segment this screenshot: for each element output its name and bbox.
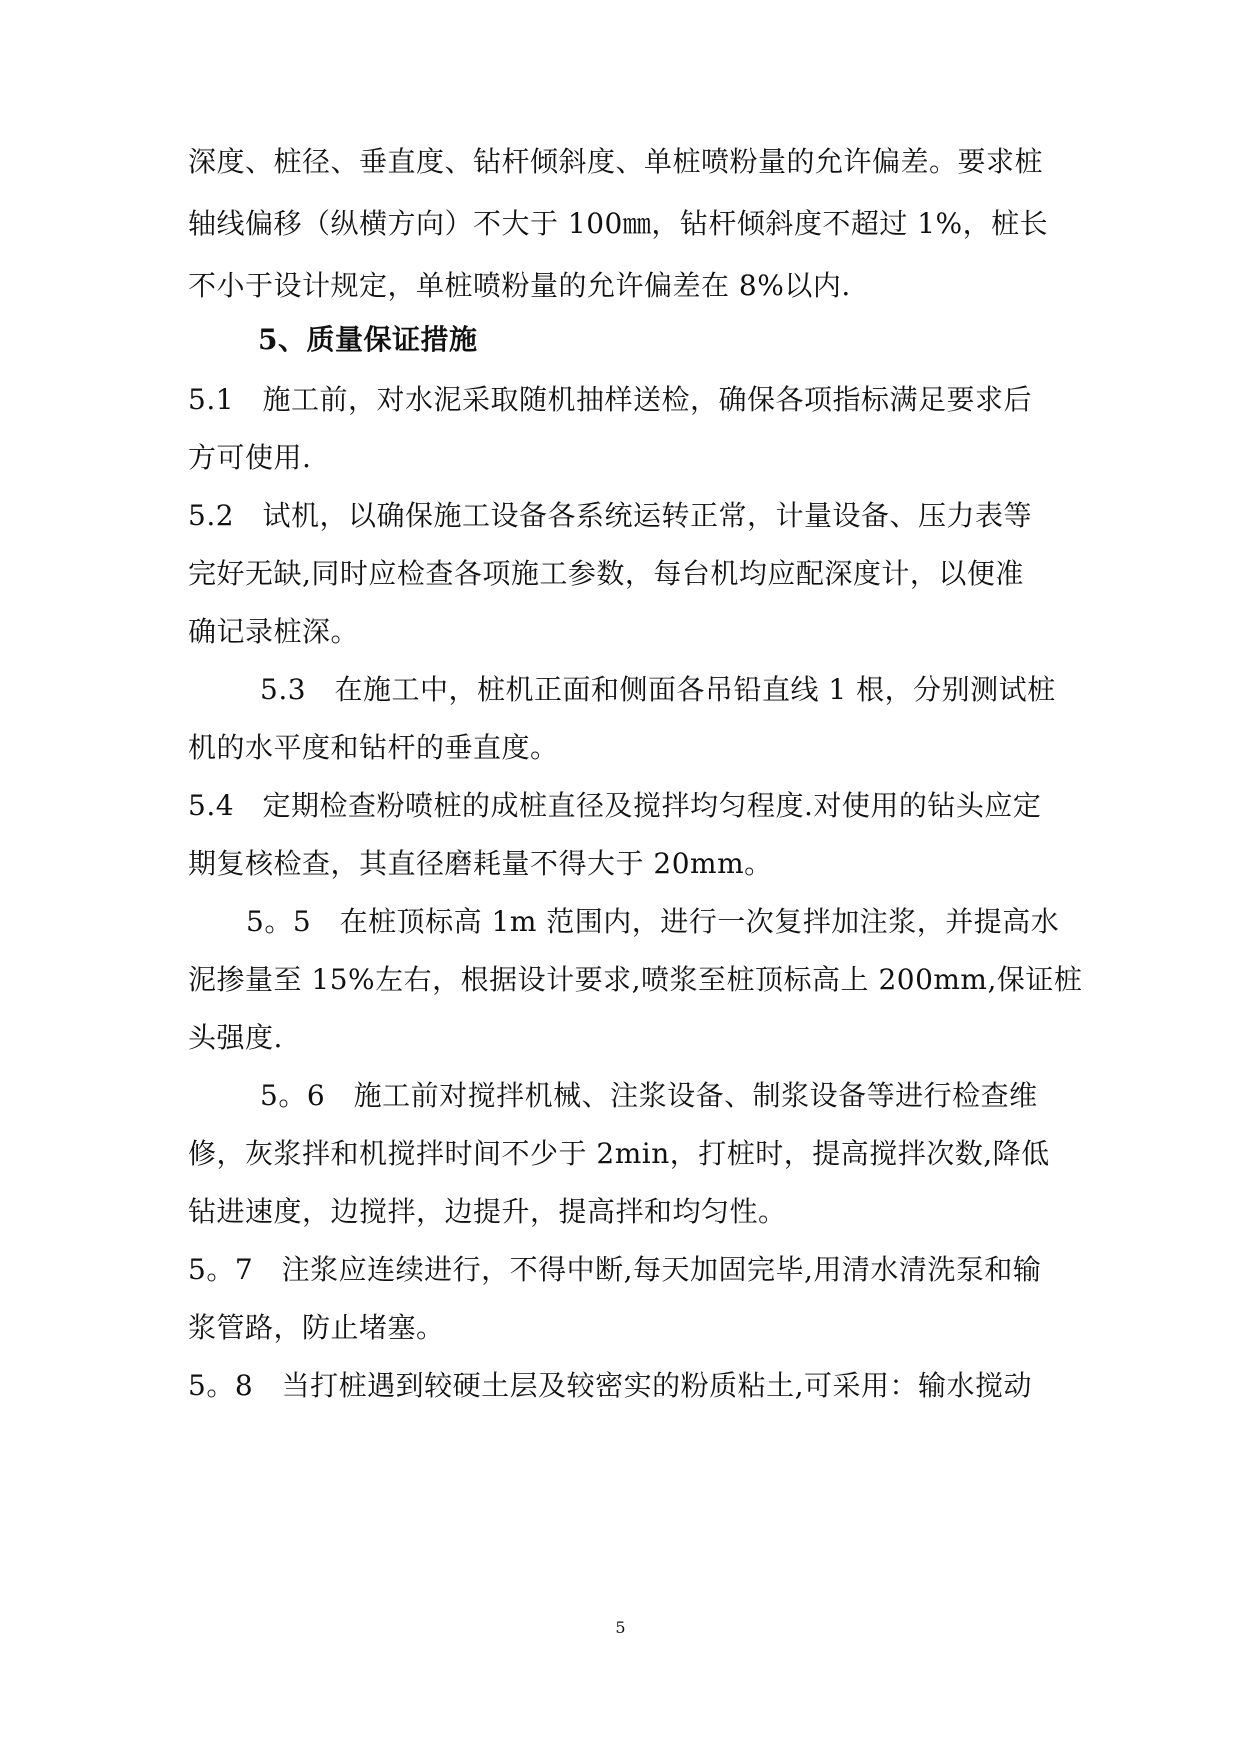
body-text-line: 完好无缺,同时应检查各项施工参数，每台机均应配深度计，以便准 [188, 557, 1024, 590]
body-text-line: 5.1 施工前，对水泥采取随机抽样送检，确保各项指标满足要求后 [188, 383, 1033, 416]
body-text-line: 5。8 当打桩遇到较硬土层及较密实的粉质粘土,可采用：输水搅动 [188, 1369, 1033, 1402]
body-text-line: 5.4 定期检查粉喷桩的成桩直径及搅拌均匀程度.对使用的钻头应定 [188, 789, 1042, 822]
body-text-line: 方可使用. [188, 441, 312, 474]
body-text-line: 5。6 施工前对搅拌机械、注浆设备、制浆设备等进行检查维 [260, 1079, 1038, 1112]
body-text-line: 不小于设计规定，单桩喷粉量的允许偏差在 8%以内. [188, 269, 851, 302]
body-text-line: 5。7 注浆应连续进行，不得中断,每天加固完毕,用清水清洗泵和输 [188, 1253, 1042, 1286]
body-text-line: 5。5 在桩顶标高 1m 范围内，进行一次复拌加注浆，并提高水 [246, 905, 1060, 938]
body-text-line: 5.2 试机，以确保施工设备各系统运转正常，计量设备、压力表等 [188, 499, 1033, 532]
body-text-line: 浆管路，防止堵塞。 [188, 1311, 445, 1344]
body-text-line: 钻进速度，边搅拌，边提升，提高拌和均匀性。 [188, 1195, 787, 1228]
body-text-line: 机的水平度和钻杆的垂直度。 [188, 731, 559, 764]
body-text-line: 5.3 在施工中，桩机正面和侧面各吊铅直线 1 根，分别测试桩 [260, 673, 1056, 706]
body-text-line: 头强度. [188, 1021, 283, 1054]
body-text-line: 轴线偏移（纵横方向）不大于 100㎜，钻杆倾斜度不超过 1%，桩长 [188, 207, 1049, 240]
page-number: 5 [615, 1618, 626, 1637]
body-text-line: 泥掺量至 15%左右，根据设计要求,喷浆至桩顶标高上 200mm,保证桩 [188, 963, 1083, 996]
body-text-line: 期复核检查，其直径磨耗量不得大于 20mm。 [188, 847, 773, 880]
body-text-line: 修，灰浆拌和机搅拌时间不少于 2min，打桩时，提高搅拌次数,降低 [188, 1137, 1050, 1170]
body-text-line: 深度、桩径、垂直度、钻杆倾斜度、单桩喷粉量的允许偏差。要求桩 [188, 145, 1044, 178]
body-text-line: 确记录桩深。 [188, 615, 360, 648]
section-heading: 5、质量保证措施 [258, 323, 478, 356]
